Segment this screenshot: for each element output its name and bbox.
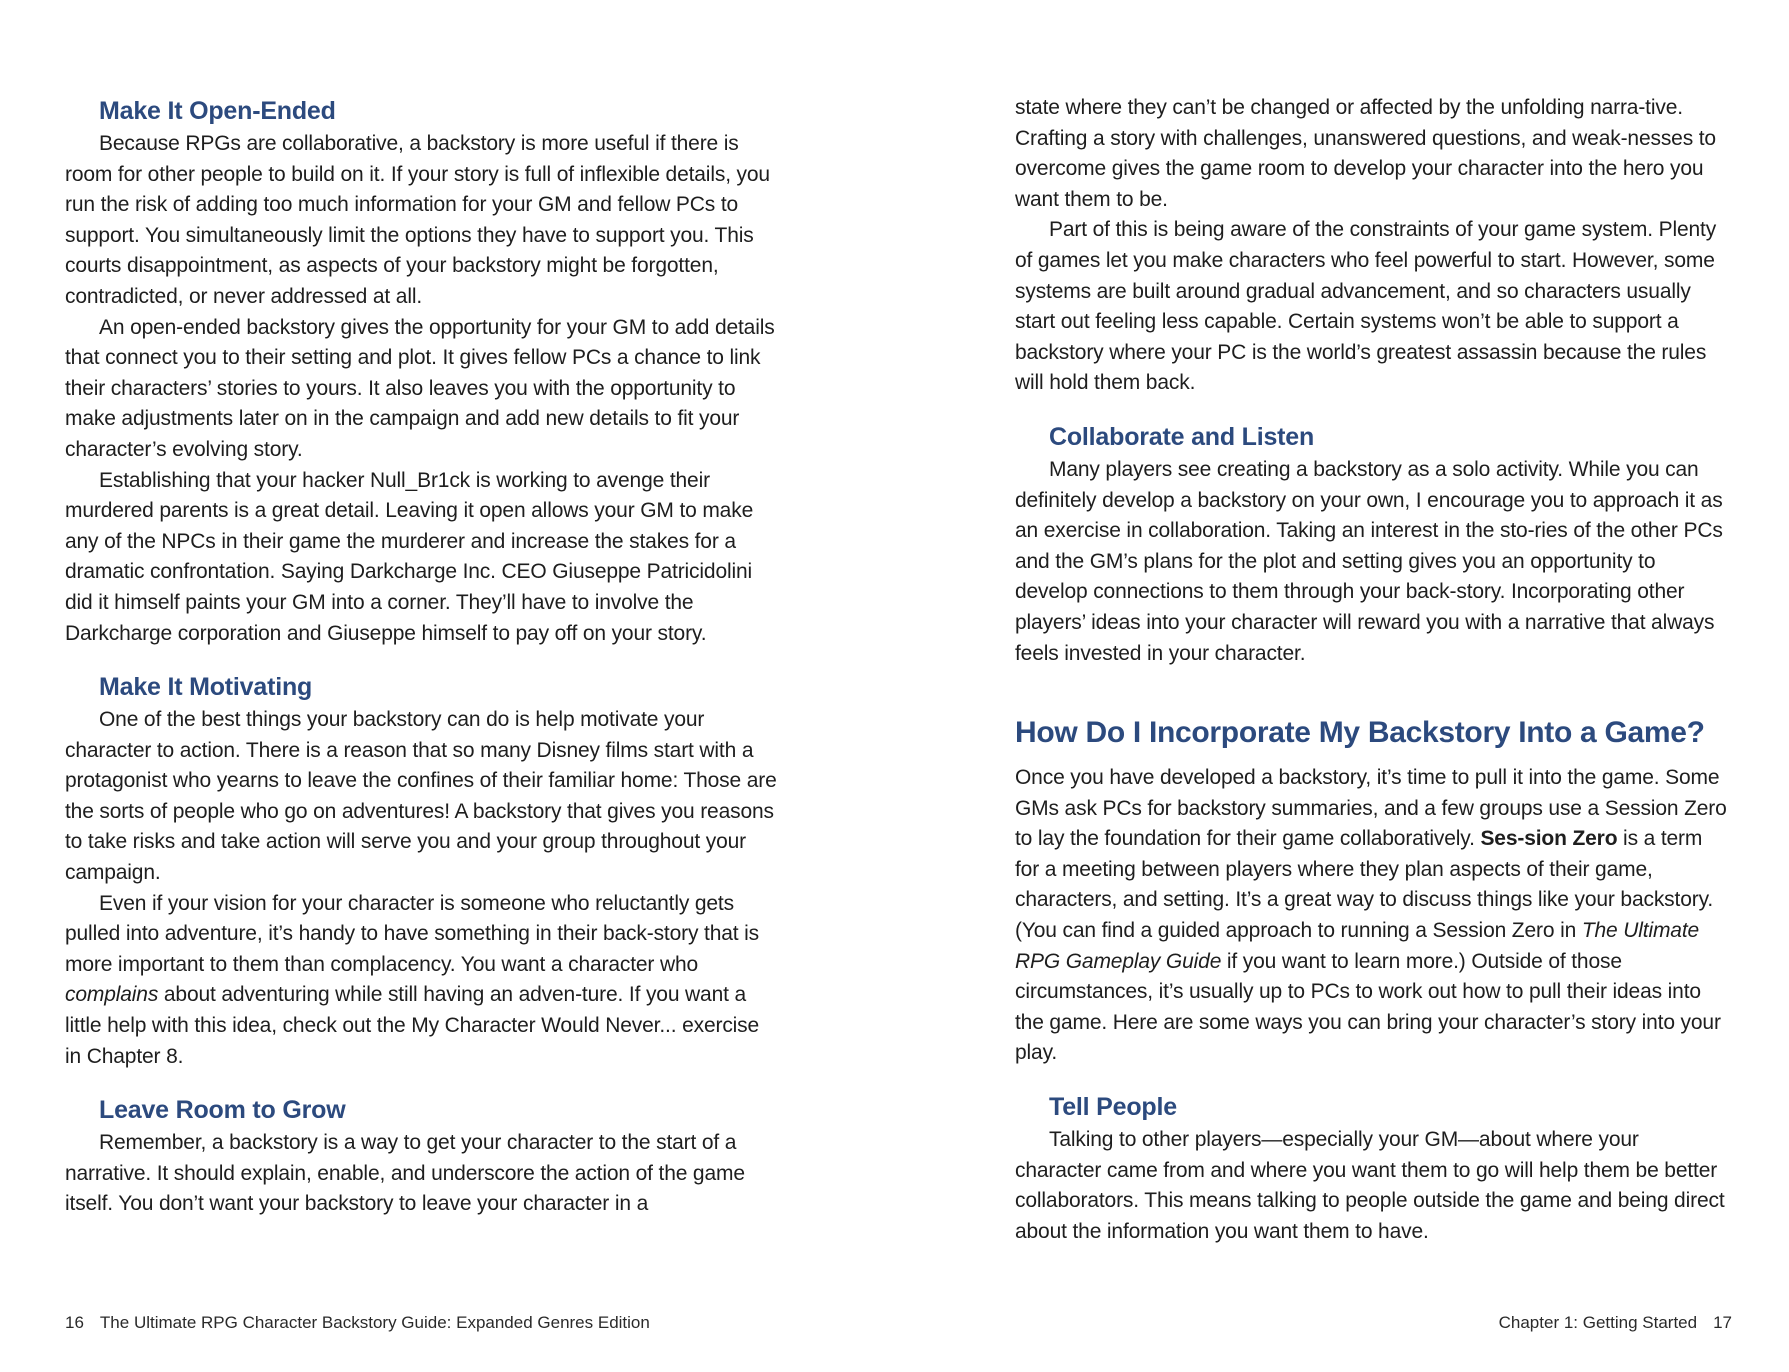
paragraph: Because RPGs are collaborative, a backstory is more useful if there is room for other people to build on it. If your story is full of inflexible details, you run the risk of adding too much information for your GM and fellow PCs to support. You simultaneously limit the options they have to support you. This courts disappointment, as aspects of your backstory might be forgotten, contradicted, or never addressed at all. bbox=[65, 132, 770, 308]
paragraph bbox=[65, 889, 780, 1073]
paragraph: Part of this is being aware of the constraints of your game system. Plenty of games let you make characters who feel powerful to start. However, some systems are built around gradual advancement, and so characters usually start out feeling less capable. Certain systems won’t be able to support a backstory where your PC is the world’s greatest assassin because the rules will hold them back. bbox=[1015, 218, 1717, 395]
paragraph: One of the best things your backstory can do is help motivate your character to action. There is a reason that so many Disney films start with a protagonist who yearns to leave the confines of their familiar home: Those are the sorts of people who go on adventures! A backstory that gives you reasons to take risks and take action will serve you and your group throughout your campaign. bbox=[65, 708, 777, 885]
page-number-right: 17 bbox=[1713, 1313, 1732, 1332]
footer-left bbox=[65, 1312, 650, 1334]
emphasis-book-title: The Ultimate RPG Gameplay Guide bbox=[1015, 919, 1700, 973]
paragraph: state where they can’t be changed or affected by the unfolding narra-tive. Crafting a story with challenges, unanswered questions, and weak-nesses to overcome gives the game room to develop your character into the hero you want them to be. bbox=[1015, 96, 1716, 211]
text-run: Once you have developed a backstory, it’s time to pull it into the game. Some GMs ask PCs for backstory summaries, and a few groups use a Session Zero to lay the foundation for their game collaboratively. bbox=[1015, 766, 1727, 851]
text-run: Even if your vision for your character is someone who reluctantly gets pulled into adventure, it’s handy to have something in their back-story that is more important to them than complacency. You want a character who bbox=[65, 891, 759, 976]
heading-make-it-motivating: Make It Motivating bbox=[99, 673, 313, 702]
text-run: if you want to learn more.) Outside of those circumstances, it’s usually up to PCs to work out how to pull their ideas into the game. Here are some ways you can bring your character’s story into your play. bbox=[1015, 949, 1721, 1065]
paragraph: Many players see creating a backstory as a solo activity. While you can definitely develop a backstory on your own, I encourage you to approach it as an exercise in collaboration. Taking an interest in the sto-ries of the other PCs and the GM’s plans for the plot and setting gives you an opportunity to develop connections to them through your back-story. Incorporating other players’ ideas into your character will reward you with a narrative that always feels invested in your character. bbox=[1015, 457, 1723, 665]
page-number-left: 16 bbox=[65, 1313, 84, 1332]
heading-tell-people: Tell People bbox=[1049, 1093, 1177, 1122]
paragraph: Talking to other players—especially your GM—about where your character came from and where you want them to go will help them be better collaborators. This means talking to people outside the game and being direct about the information you want them to have. bbox=[1015, 1128, 1725, 1243]
heading-make-it-open-ended: Make It Open-Ended bbox=[99, 97, 336, 125]
book-title: The Ultimate RPG Character Backstory Guide: Expanded Genres Edition bbox=[99, 1313, 650, 1332]
heading-collaborate-and-listen: Collaborate and Listen bbox=[1049, 422, 1315, 451]
emphasis-complains: complains bbox=[65, 983, 159, 1007]
chapter-title: Chapter 1: Getting Started bbox=[1498, 1313, 1698, 1332]
term-session-zero: Ses-sion Zero bbox=[1480, 827, 1618, 851]
paragraph: Remember, a backstory is a way to get your character to the start of a narrative. It should explain, enable, and underscore the action of the game itself. You don’t want your backstory to leave your character in a bbox=[65, 1131, 745, 1216]
text-run: about adventuring while still having an adven-ture. If you want a little help with this idea, check out the My Character Would Never... exercise in Chapter 8. bbox=[65, 983, 760, 1068]
left-column bbox=[65, 93, 780, 1220]
paragraph: An open-ended backstory gives the opportunity for your GM to add details that connect you to their setting and plot. It gives fellow PCs a chance to link their characters’ stories to yours. It also leaves you with the opportunity to make adjustments later on in the campaign and add new details to fit your character’s evolving story. bbox=[65, 315, 775, 461]
heading-leave-room-to-grow: Leave Room to Grow bbox=[99, 1096, 346, 1125]
paragraph: Establishing that your hacker Null_Br1ck is working to avenge their murdered parents is a great detail. Leaving it open allows your GM to make any of the NPCs in their game the murderer and increase the stakes for a dramatic confrontation. Saying Darkcharge Inc. CEO Giuseppe Patricidolini did it himself paints your GM into a corner. They’ll have to involve the Darkcharge corporation and Giuseppe himself to pay off on your story. bbox=[65, 468, 754, 645]
heading-how-do-i-incorporate: How Do I Incorporate My Backstory Into a Game? bbox=[1015, 716, 1705, 750]
text-run: is a term for a meeting between players where they plan aspects of their game, characters, and setting. It’s a great way to discuss things like your backstory. (You can find a guided approach to running a Session Zero in bbox=[1015, 827, 1714, 943]
footer-right bbox=[1499, 1312, 1732, 1334]
paragraph bbox=[1015, 763, 1730, 1069]
right-column bbox=[1015, 93, 1730, 1247]
